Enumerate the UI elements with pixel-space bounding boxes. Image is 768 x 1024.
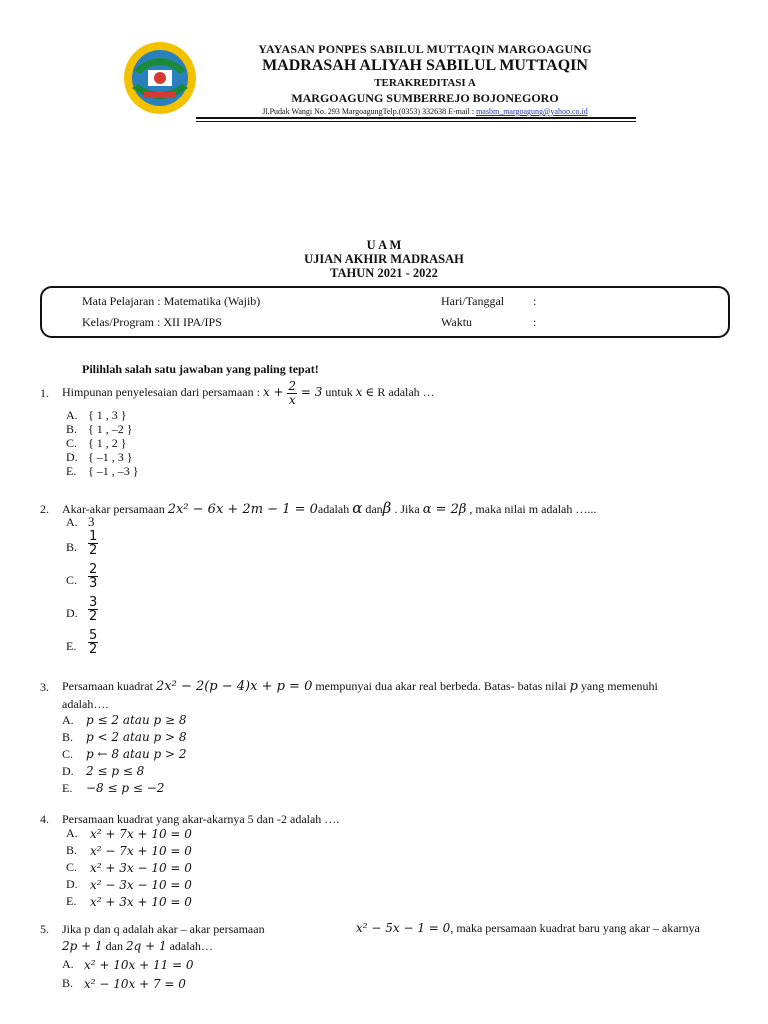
option-letter: A.: [62, 713, 74, 727]
option-text: x² − 10x + 7 = 0: [84, 977, 186, 991]
option-text: 3: [88, 514, 95, 529]
option-text: { 1 , 2 }: [88, 436, 127, 450]
option-letter: A.: [66, 408, 78, 422]
option-letter: A.: [66, 515, 78, 529]
exam-year: TAHUN 2021 - 2022: [330, 266, 438, 280]
subject-field: Mata Pelajaran : Matematika (Wajib): [82, 294, 261, 308]
question-number: 3.: [40, 680, 49, 694]
question-number: 5.: [40, 922, 49, 936]
option-text: −8 ≤ p ≤ −2: [86, 781, 165, 795]
question-number: 2.: [40, 502, 49, 516]
option-letter: E.: [66, 639, 77, 653]
option-letter: E.: [66, 894, 77, 908]
email-link[interactable]: masbm_margoagung@yahoo.co.id: [476, 107, 588, 116]
option-letter: E.: [62, 781, 73, 795]
letterhead: [100, 30, 660, 126]
option-letter: C.: [62, 747, 74, 761]
option-text: x² + 3x − 10 = 0: [90, 861, 192, 875]
question-3-text-cont: adalah….: [62, 697, 109, 711]
option-text: p < 2 atau p > 8: [86, 730, 187, 744]
letterhead-text: [210, 42, 640, 117]
question-4-text: Persamaan kuadrat yang akar-akarnya 5 dan -2 adalah ….: [62, 812, 340, 826]
school-name: MADRASAH ALIYAH SABILUL MUTTAQIN: [262, 57, 588, 74]
question-5-text-c: 2p + 1 dan 2q + 1 adalah…: [62, 939, 213, 953]
fraction: $\frac{2}{x}$: [288, 378, 297, 407]
option-text: { 1 , 3 }: [88, 408, 127, 422]
instruction: Pilihlah salah satu jawaban yang paling tepat!: [82, 362, 319, 376]
letterhead-rule: [196, 117, 636, 119]
option-letter: B.: [62, 976, 74, 990]
option-text: x² + 7x + 10 = 0: [90, 827, 192, 841]
option-letter: D.: [62, 764, 74, 778]
question-5-text-b: x² − 5x − 1 = 0, maka persamaan kuadrat baru yang akar – akarnya: [356, 921, 700, 935]
question-5-text: Jika p dan q adalah akar – akar persamaan: [62, 922, 265, 936]
option-letter: B.: [66, 540, 78, 554]
school-address: Jl.Pudak Wangi No. 293 MargoagungTelp.(0353) 332638 E-mail : masbm_margoagung@yahoo.co.id: [262, 107, 588, 116]
question-1-text: Himpunan penyelesaian dari persamaan : x + $\frac{2}{x}$ = 3 untuk x ∈ R adalah …: [62, 378, 435, 407]
letterhead-rule-thin: [196, 121, 636, 122]
exam-name: UJIAN AKHIR MADRASAH: [304, 252, 464, 266]
option-fraction: $\frac{5}{2}$: [89, 628, 98, 657]
option-letter: C.: [66, 860, 78, 874]
option-text: { –1 , 3 }: [88, 450, 133, 464]
option-letter: A.: [66, 826, 78, 840]
option-fraction: $\frac{2}{3}$: [89, 562, 98, 591]
exam-code: U A M: [366, 238, 402, 252]
option-letter: C.: [66, 436, 78, 450]
option-fraction: $\frac{1}{2}$: [89, 529, 98, 558]
day-label: Hari/Tanggal: [441, 294, 505, 308]
option-letter: C.: [66, 573, 78, 587]
time-label: Waktu: [441, 315, 473, 329]
option-letter: D.: [66, 606, 78, 620]
option-text: { 1 , –2 }: [88, 422, 133, 436]
option-text: x² − 7x + 10 = 0: [90, 844, 192, 858]
question-number: 4.: [40, 812, 49, 826]
question-2-text: Akar-akar persamaan 2x² − 6x + 2m − 1 = 0adalah α danβ . Jika α = 2β , maka nilai m adalah …...: [62, 499, 597, 517]
option-fraction: $\frac{3}{2}$: [89, 595, 98, 624]
option-text: 2 ≤ p ≤ 8: [86, 764, 145, 778]
option-letter: B.: [66, 843, 78, 857]
foundation-name: YAYASAN PONPES SABILUL MUTTAQIN MARGOAGUNG: [258, 42, 592, 56]
day-colon: :: [533, 294, 537, 308]
accreditation: TERAKREDITASI A: [374, 77, 476, 89]
option-text: p ← 8 atau p > 2: [86, 747, 187, 761]
option-letter: B.: [66, 422, 78, 436]
option-text: p ≤ 2 atau p ≥ 8: [86, 713, 187, 727]
time-colon: :: [533, 315, 537, 329]
option-text: x² + 10x + 11 = 0: [84, 958, 194, 972]
option-text: x² + 3x + 10 = 0: [90, 895, 192, 909]
class-field: Kelas/Program : XII IPA/IPS: [82, 315, 222, 329]
question-number: 1.: [40, 386, 49, 400]
option-text: x² − 3x − 10 = 0: [90, 878, 192, 892]
option-letter: B.: [62, 730, 74, 744]
school-logo: [122, 40, 198, 116]
option-letter: D.: [66, 450, 78, 464]
question-3-text: Persamaan kuadrat 2x² − 2(p − 4)x + p = 0 mempunyai dua akar real berbeda. Batas- batas nilai p yang memenuhi: [62, 679, 658, 694]
option-text: { –1 , –3 }: [88, 464, 139, 478]
option-letter: E.: [66, 464, 77, 478]
option-letter: A.: [62, 957, 74, 971]
option-letter: D.: [66, 877, 78, 891]
school-location: MARGOAGUNG SUMBERREJO BOJONEGORO: [291, 91, 559, 105]
